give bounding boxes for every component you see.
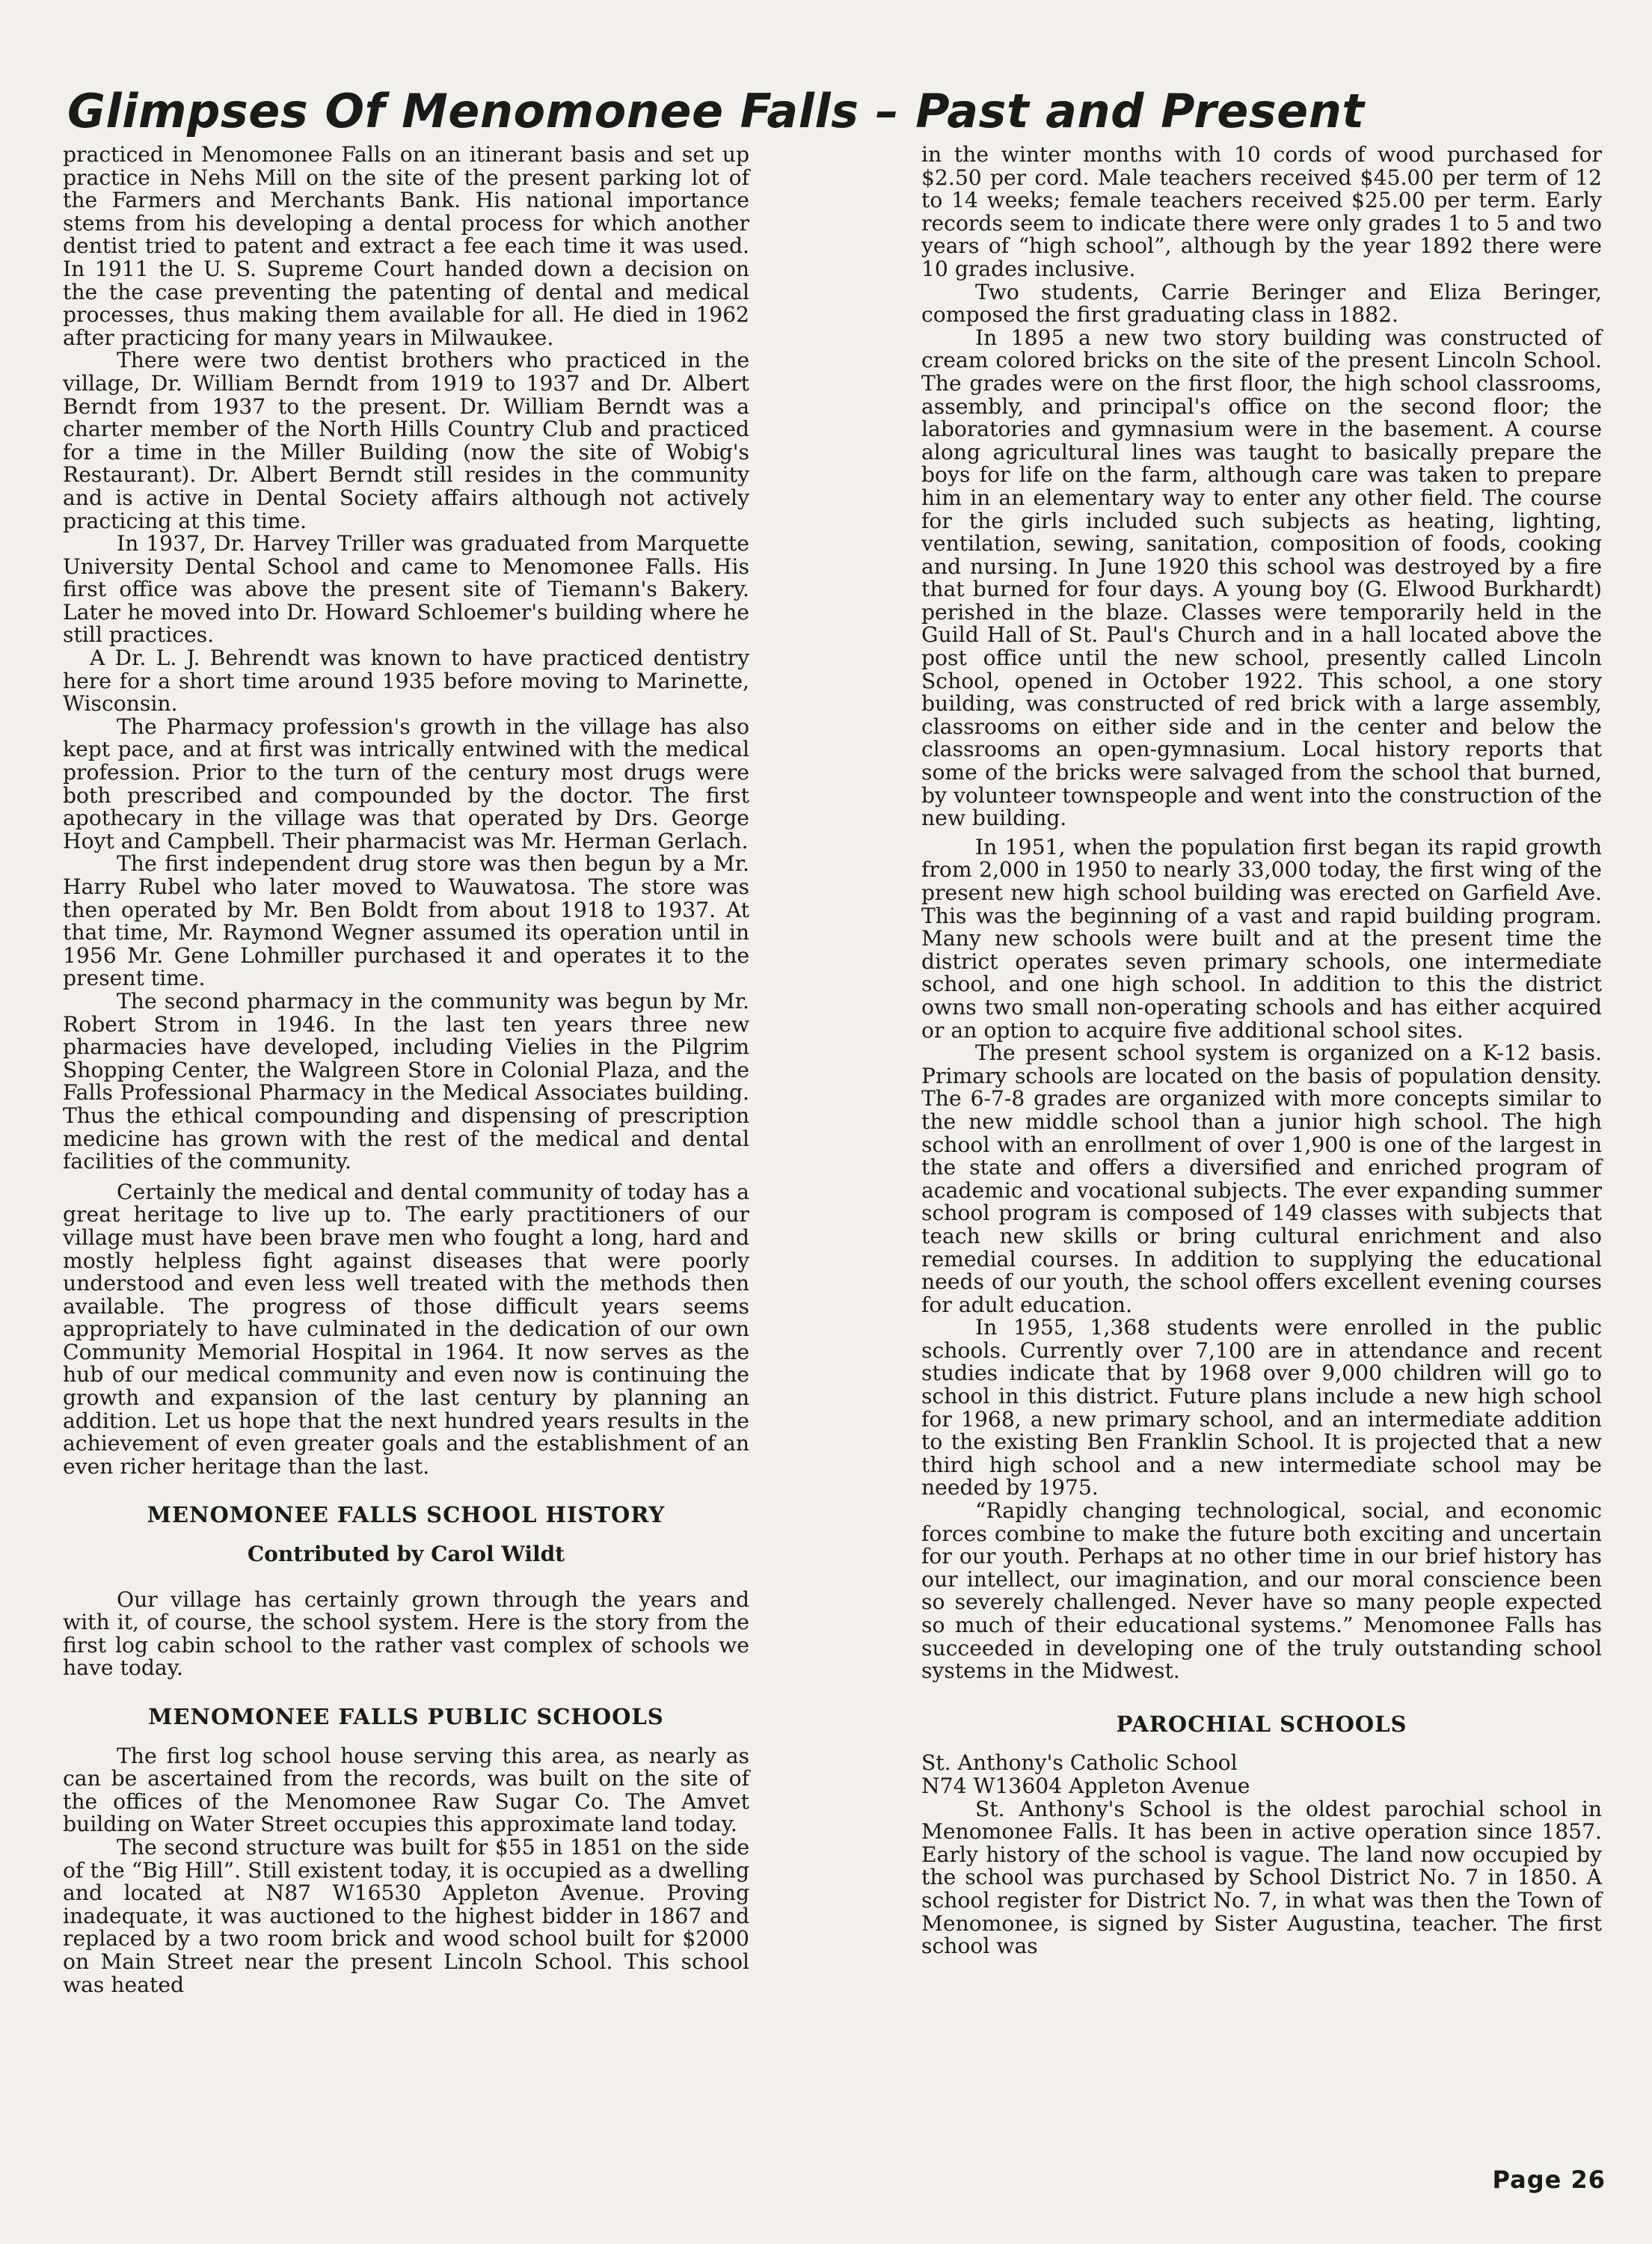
paragraph: The second structure was built for $55 in 1851 on the side of the “Big Hill”. Still existent today, it is occupied as a dwelling and located at N87 W16530 Appleton Avenue. Proving inadequate, it was auctioned to the highest bidder in 1867 and replaced by a two room brick and wood school built for $2000 on Main Street near the present Lincoln School. This school was heated xyxy=(63,1834,749,1997)
paragraph: A Dr. L. J. Behrendt was known to have practiced dentistry here for a short time around 1935 before moving to Marinette, Wisconsin. xyxy=(63,646,749,717)
section-heading-public-schools: MENOMONEE FALLS PUBLIC SCHOOLS xyxy=(148,1704,664,1729)
paragraph: St. Anthony's School is the oldest parochial school in Menomonee Falls. It has been in active operation since 1857. Early history of the school is vague. The land now occupied by the school was purchased by School District No. 7 in 1850. A school register for District No. 7, in what was then the Town of Menomonee, is signed by Sister Augustina, teacher. The first school was xyxy=(921,1796,1602,1959)
page-number: Page 26 xyxy=(1492,2165,1606,2194)
paragraph: The first independent drug store was then begun by a Mr. Harry Rubel who later moved to Wauwatosa. The store was then operated by Mr. Ben Boldt from about 1918 to 1937. At that time, Mr. Raymond Wegner assumed its operation until in 1956 Mr. Gene Lohmiller purchased it and operates it to the present time. xyxy=(63,851,749,991)
section-heading-school-history: MENOMONEE FALLS SCHOOL HISTORY xyxy=(147,1502,666,1528)
paragraph: The second pharmacy in the community was begun by Mr. Robert Strom in 1946. In the last ten years three new pharmacies have developed, including Vielies in the Pilgrim Shopping Center, the Walgreen Store in Colonial Plaza, and the Falls Professional Pharmacy in the Medical Associates building. Thus the ethical compounding and dispensing of prescription medicine has grown with the rest of the medical and dental facilities of the community. xyxy=(63,988,749,1174)
paragraph: Our village has certainly grown through the years and with it, of course, the school system. Here is the story from the first log cabin school to the rather vast complex of schools we have today. xyxy=(63,1587,749,1681)
paragraph: In 1895 a new two story building was constructed of cream colored bricks on the site of the present Lincoln School. The grades were on the first floor, the high school classrooms, assembly, and principal's office on the second floor; the laboratories and gymnasium were in the basement. A course along agricultural lines was taught to basically prepare the boys for life on the farm, although care was taken to prepare him in an elementary way to enter any other field. The course for the girls included such subjects as heating, lighting, ventilation, sewing, sanitation, composition of foods, cooking and nursing. In June 1920 this school was destroyed by a fire that burned for four days. A young boy (G. Elwood Burkhardt) perished in the blaze. Classes were temporarily held in the Guild Hall of St. Paul's Church and in a hall located above the post office until the new school, presently called Lincoln School, opened in October 1922. This school, a one story building, was constructed of red brick with a large assembly, classrooms on either side and in the center and below the classrooms an open-gymnasium. Local history reports that some of the bricks were salvaged from the school that burned, by volunteer townspeople and went into the construction of the new building. xyxy=(921,325,1602,831)
paragraph: In 1955, 1,368 students were enrolled in the public schools. Currently over 7,100 are in attendance and recent studies indicate that by 1968 over 9,000 children will go to school in this district. Future plans include a new high school for 1968, a new primary school, and an intermediate addition to the existing Ben Franklin School. It is projected that a new third high school and a new intermediate school may be needed by 1975. xyxy=(921,1315,1602,1500)
paragraph: There were two dentist brothers who practiced in the village, Dr. William Berndt from 1919 to 1937 and Dr. Albert Berndt from 1937 to the present. Dr. William Berndt was a charter member of the North Hills Country Club and practiced for a time in the Miller Building (now the site of Wobig's Restaurant). Dr. Albert Berndt still resides in the community and is active in Dental Society affairs although not actively practicing at this time. xyxy=(63,348,749,533)
right-column xyxy=(921,144,1602,1958)
paragraph: The Pharmacy profession's growth in the village has also kept pace, and at first was intrically entwined with the medical profession. Prior to the turn of the century most drugs were both prescribed and compounded by the doctor. The first apothecary in the village was that operated by Drs. George Hoyt and Campbell. Their pharmacist was Mr. Herman Gerlach. xyxy=(63,714,749,853)
school-name: St. Anthony's Catholic School xyxy=(921,1750,1238,1776)
paragraph: practiced in Menomonee Falls on an itinerant basis and set up practice in Nehs Mill on the site of the present parking lot of the Farmers and Merchants Bank. His national importance stems from his developing a dental process for which another dentist tried to patent and extract a fee each time it was used. In 1911 the U. S. Supreme Court handed down a decision on the the case preventing the patenting of dental and medical processes, thus making them available for all. He died in 1962 after practicing for many years in Milwaukee. xyxy=(63,142,749,350)
paragraph: The present school system is organized on a K-12 basis. Primary schools are located on the basis of population density. The 6-7-8 grades are organized with more concepts similar to the new middle school than a junior high school. The high school with an enrollment of over 1,900 is one of the largest in the state and offers a diversified and enriched program of academic and vocational subjects. The ever expanding summer school program is composed of 149 classes with subjects that teach new skills or bring cultural enrichment and also remedial courses. In addition to supplying the educational needs of our youth, the school offers excellent evening courses for adult education. xyxy=(921,1040,1602,1317)
paragraph: In 1951, when the population first began its rapid growth from 2,000 in 1950 to nearly 33,000 today, the first wing of the present new high school building was erected on Garfield Ave. This was the beginning of a vast and rapid building program. Many new schools were built and at the present time the district operates seven primary schools, one intermediate school, and one high school. In addition to this the district owns two small non-operating schools and has either acquired or an option to acquire five additional school sites. xyxy=(921,834,1602,1043)
paragraph: Two students, Carrie Beringer and Eliza Beringer, composed the first graduating class in 1882. xyxy=(921,279,1602,328)
section-heading-parochial: PAROCHIAL SCHOOLS xyxy=(1116,1711,1407,1737)
byline: Contributed by Carol Wildt xyxy=(247,1542,565,1567)
paragraph: “Rapidly changing technological, social, and economic forces combine to make the future both exciting and uncertain for our youth. Perhaps at no other time in our brief history has our intellect, our imagination, and our moral conscience been so severely challenged. Never have so many people expected so much of their educational systems.” Menomonee Falls has succeeded in developing one of the truly outstanding school systems in the Midwest. xyxy=(921,1498,1602,1684)
paragraph: in the winter months with 10 cords of wood purchased for $2.50 per cord. Male teachers received $45.00 per term of 12 to 14 weeks; female teachers received $25.00 per term. Early records seem to indicate there were only grades 1 to 5 and two years of “high school”, although by the year 1892 there were 10 grades inclusive. xyxy=(921,142,1602,281)
school-address: N74 W13604 Appleton Avenue xyxy=(921,1773,1250,1798)
paragraph: In 1937, Dr. Harvey Triller was graduated from Marquette University Dental School and came to Menomonee Falls. His first office was above the present site of Tiemann's Bakery. Later he moved into Dr. Howard Schloemer's building where he still practices. xyxy=(63,531,749,648)
paragraph: The first log school house serving this area, as nearly as can be ascertained from the records, was built on the site of the offices of the Menomonee Raw Sugar Co. The Amvet building on Water Street occupies this approximate land today. xyxy=(63,1743,749,1837)
paragraph: Certainly the medical and dental community of today has a great heritage to live up to. The early practitioners of our village must have been brave men who fought a long, hard and mostly helpless fight against diseases that were poorly understood and even less well treated with the methods then available. The progress of those difficult years seems appropriately to have culminated in the dedication of our own Community Memorial Hospital in 1964. It now serves as the hub of our medical community and even now is continuing the growth and expansion of the last century by planning an addition. Let us hope that the next hundred years results in the achievement of even greater goals and the establishment of an even richer heritage than the last. xyxy=(63,1179,749,1479)
left-column xyxy=(63,144,749,1996)
page-title: Glimpses Of Menomonee Falls – Past and Present xyxy=(67,84,1365,138)
